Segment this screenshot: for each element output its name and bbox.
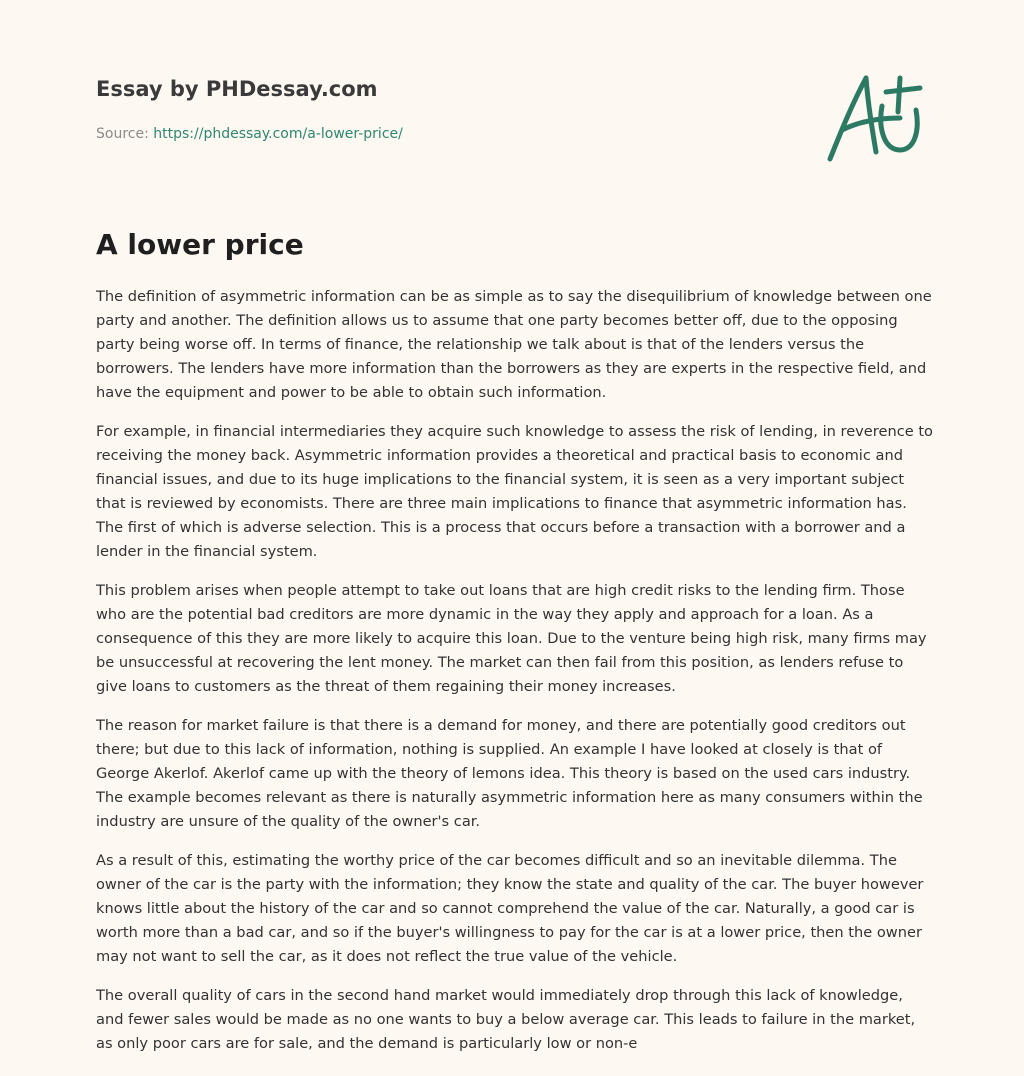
source-line xyxy=(96,124,696,144)
article-paragraph: The definition of asymmetric information can be as simple as to say the disequilibrium of knowledge between one party and another. The definition allows us to assume that one party becomes better off, due to the opposing party being worse off. In terms of finance, the relationship we talk about is that of the lenders versus the borrowers. The lenders have more information than the borrowers as they are experts in the respective field, and have the equipment and power to be able to obtain such information. xyxy=(96,288,932,401)
a-plus-logo-icon xyxy=(822,66,928,166)
site-brand: Essay by PHDessay.com xyxy=(96,77,378,101)
source-label: Source: xyxy=(96,126,149,142)
article-paragraph: As a result of this, estimating the worthy price of the car becomes difficult and so an inevitable dilemma. The owner of the car is the party with the information; they know the state and quality of the car. The buyer however knows little about the history of the car and so cannot comprehend the value of the car. Naturally, a good car is worth more than a bad car, and so if the buyer's willingness to pay for the car is at a lower price, then the owner may not want to sell the car, as it does not reflect the true value of the vehicle. xyxy=(96,852,924,965)
article-paragraph: This problem arises when people attempt to take out loans that are high credit risks to the lending firm. Those who are the potential bad creditors are more dynamic in the way they apply and approach for a loan. As a consequence of this they are more likely to acquire this loan. Due to the venture being high risk, many firms may be unsuccessful at recovering the lent money. The market can then fail from this position, as lenders refuse to give loans to customers as the threat of them regaining their money increases. xyxy=(96,582,927,695)
article-paragraph: The overall quality of cars in the second hand market would immediately drop through this lack of knowledge, and fewer sales would be made as no one wants to buy a below average car. This leads to failure in the market, as only poor cars are for sale, and the demand is particularly low or non-e xyxy=(96,987,916,1052)
article-body xyxy=(96,285,934,1071)
article-paragraph: The reason for market failure is that there is a demand for money, and there are potentially good creditors out there; but due to this lack of information, nothing is supplied. An example I have looked at closely is that of George Akerlof. Akerlof came up with the theory of lemons idea. This theory is based on the used cars industry. The example becomes relevant as there is naturally asymmetric information here as many consumers within the industry are unsure of the quality of the owner's car. xyxy=(96,717,923,830)
page-header xyxy=(96,74,696,144)
source-link[interactable]: https://phdessay.com/a-lower-price/ xyxy=(153,126,403,142)
article-paragraph: For example, in financial intermediaries they acquire such knowledge to assess the risk of lending, in reverence to receiving the money back. Asymmetric information provides a theoretical and practical basis to economic and financial issues, and due to its huge implications to the financial system, it is seen as a very important subject that is reviewed by economists. There are three main implications to finance that asymmetric information has. The first of which is adverse selection. This is a process that occurs before a transaction with a borrower and a lender in the financial system. xyxy=(96,423,933,560)
article-title: A lower price xyxy=(96,228,304,261)
